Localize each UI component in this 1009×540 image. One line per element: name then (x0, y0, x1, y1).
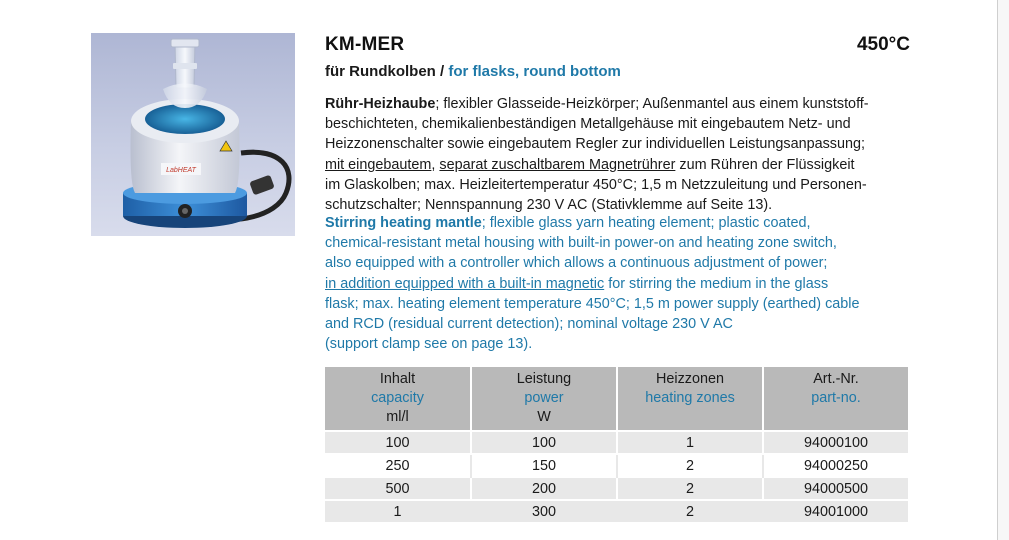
description-en-text: for stirring the medium in the glass (604, 275, 829, 292)
cell-power: 200 (471, 477, 617, 500)
header-unit: W (537, 409, 551, 425)
cell-heating-zones: 2 (617, 500, 763, 522)
cell-part-number: 94000100 (763, 431, 908, 454)
cell-part-number: 94001000 (763, 500, 908, 522)
product-photo (91, 33, 295, 236)
header-en: part-no. (811, 390, 861, 406)
description-de-lead: Rühr-Heizhaube (325, 96, 436, 112)
table-header-row (325, 367, 908, 431)
product-title: KM-MER (325, 34, 405, 55)
header-de: Art.-Nr. (813, 371, 859, 387)
description-en-lead: Stirring heating mantle (325, 215, 482, 231)
cell-power: 100 (471, 431, 617, 454)
header-en: capacity (371, 390, 424, 406)
description-de-text: zum Rühren der Flüssigkeit (675, 156, 855, 173)
header-de: Leistung (516, 371, 572, 387)
header-en: heating zones (645, 390, 735, 406)
description-en-line: chemical-resistant metal housing with built-in power-on and heating zone switch, (325, 235, 837, 252)
description-english (325, 213, 910, 354)
cell-power: 300 (471, 500, 617, 522)
description-de-line: schutzschalter; Nennspannung 230 V AC (Stativklemme auf Seite 13). (325, 197, 773, 214)
max-temperature: 450°C (856, 34, 910, 55)
description-en-line: also equipped with a controller which allows a continuous adjustment of power; (325, 255, 828, 272)
header-part-number (763, 367, 908, 431)
description-en-line: and RCD (residual current detection); nominal voltage 230 V AC (325, 316, 733, 333)
header-de: Inhalt (379, 371, 416, 387)
cell-capacity: 500 (325, 477, 471, 500)
subtitle-german: für Rundkolben / (325, 63, 445, 80)
description-de-separator: , (431, 156, 440, 173)
table-row (325, 454, 908, 477)
header-de: Heizzonen (656, 371, 724, 387)
description-de-text: ; flexibler Glasseide-Heizkörper; Außenmantel aus einem kunststoff- (435, 96, 869, 112)
description-de-line: Heizzonenschalter sowie eingebautem Regler zur individuellen Leistungsanpassung; (325, 136, 865, 153)
description-en-line (325, 274, 910, 294)
description-en-underline: in addition equipped with a built-in magnetic (325, 275, 605, 292)
heating-mantle-image (91, 33, 295, 236)
specifications-table (325, 367, 908, 522)
description-en-text: ; flexible glass yarn heating element; plastic coated, (481, 215, 811, 231)
cell-capacity: 100 (325, 431, 471, 454)
page-edge-rule (997, 0, 1009, 540)
description-de-underline: mit eingebautem (325, 156, 432, 173)
description-en-line: (support clamp see on page 13). (325, 336, 533, 353)
cell-heating-zones: 2 (617, 477, 763, 500)
header-unit: ml/l (386, 409, 409, 425)
table-row (325, 431, 908, 454)
description-en-line: flask; max. heating element temperature 450°C; 1,5 m power supply (earthed) cable (325, 295, 860, 312)
photo-brand-label: LabHEAT (166, 167, 196, 174)
description-de-line (325, 94, 910, 114)
cell-heating-zones: 1 (617, 431, 763, 454)
header-power (471, 367, 617, 431)
table-row (325, 500, 908, 522)
cell-part-number: 94000250 (763, 454, 908, 477)
description-de-line: im Glaskolben; max. Heizleitertemperatur 450°C; 1,5 m Netzzuleitung und Personen- (325, 176, 867, 193)
cell-capacity: 1 (325, 500, 471, 522)
description-en-line (325, 213, 910, 233)
description-de-line: beschichteten, chemikalienbeständigen Metallgehäuse mit eingebautem Netz- und (325, 116, 851, 133)
cell-heating-zones: 2 (617, 454, 763, 477)
cell-part-number: 94000500 (763, 477, 908, 500)
header-capacity (325, 367, 471, 431)
description-de-line (325, 155, 910, 175)
table-row (325, 477, 908, 500)
cell-capacity: 250 (325, 454, 471, 477)
description-german (325, 94, 910, 215)
header-en: power (524, 390, 564, 406)
header-heating-zones (617, 367, 763, 431)
description-de-underline: separat zuschaltbarem Magnetrührer (439, 156, 676, 173)
cell-power: 150 (471, 454, 617, 477)
product-subtitle (325, 63, 621, 80)
subtitle-english: for flasks, round bottom (448, 63, 621, 80)
